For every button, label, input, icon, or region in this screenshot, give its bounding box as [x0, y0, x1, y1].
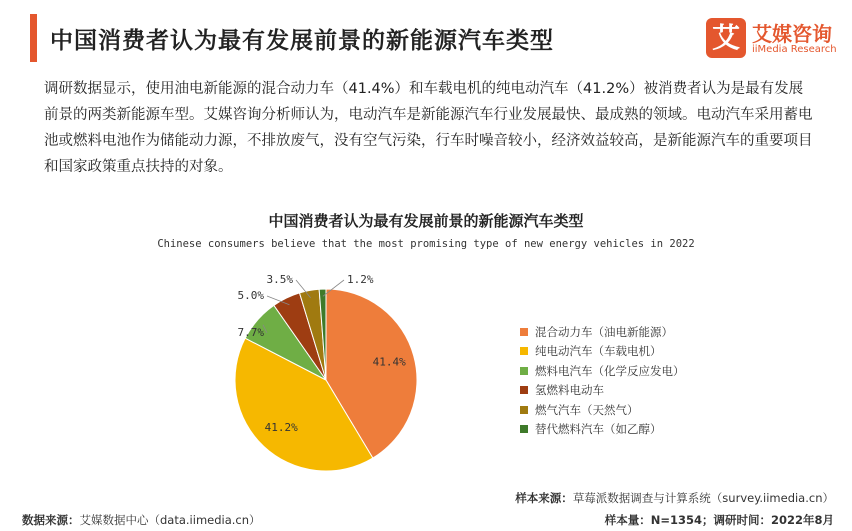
sample-source-label: 样本来源：	[515, 491, 573, 505]
legend-item	[520, 420, 685, 440]
pie-data-label: 3.5%	[266, 273, 293, 286]
intro-paragraph: 调研数据显示，使用油电新能源的混合动力车（41.4%）和车载电机的纯电动汽车（41.2%）被消费者认为是最有发展前景的两类新能源车型。艾媒咨询分析师认为，电动汽车是新能源汽车行业发展最快、最成熟的领域。电动汽车采用蓄电池或燃料电池作为储能动力源，不排放废气，没有空气污染，行车时噪音较小，经济效益较高，是新能源汽车的重要项目和国家政策重点扶持的对象。	[44, 81, 813, 175]
legend-label: 燃料电汽车（化学反应发电）	[535, 363, 685, 378]
data-source-label: 数据来源：	[22, 513, 80, 527]
chart-legend	[520, 322, 685, 439]
legend-item	[520, 342, 685, 362]
legend-item	[520, 361, 685, 381]
survey-time-value: 2022年8月	[770, 513, 834, 527]
pie-data-label: 1.2%	[347, 273, 374, 286]
pie-data-label: 7.7%	[237, 326, 264, 339]
legend-swatch	[520, 367, 528, 375]
data-source-value: 艾媒数据中心（data.iimedia.cn）	[79, 513, 261, 527]
sample-size-value: N=1354；	[650, 513, 714, 527]
legend-label: 替代燃料汽车（如乙醇）	[535, 422, 662, 437]
data-source	[22, 512, 261, 528]
legend-label: 纯电动汽车（车载电机）	[535, 344, 662, 359]
legend-item	[520, 400, 685, 420]
chart-subtitle: Chinese consumers believe that the most promising type of new energy vehicles in 2022	[157, 238, 695, 250]
legend-label: 燃气汽车（天然气）	[535, 402, 639, 417]
legend-label: 混合动力车（油电新能源）	[535, 324, 673, 339]
page-title: 中国消费者认为最有发展前景的新能源汽车类型	[50, 28, 554, 54]
pie-data-label: 41.4%	[372, 355, 406, 369]
logo-name: 艾媒咨询	[752, 22, 832, 46]
legend-swatch	[520, 425, 528, 433]
legend-swatch	[520, 386, 528, 394]
legend-swatch	[520, 406, 528, 414]
legend-item	[520, 322, 685, 342]
sample-source-value: 草莓派数据调查与计算系统（survey.iimedia.cn）	[572, 491, 834, 505]
sample-size-label: 样本量：	[604, 513, 651, 527]
logo-name-en: iiMedia Research	[752, 44, 837, 55]
legend-item	[520, 381, 685, 401]
survey-time-label: 调研时间：	[713, 513, 771, 527]
pie-data-label: 5.0%	[237, 289, 264, 302]
legend-swatch	[520, 347, 528, 355]
logo-icon: 艾	[706, 18, 746, 58]
chart-title: 中国消费者认为最有发展前景的新能源汽车类型	[268, 212, 584, 230]
sample-info	[605, 512, 834, 528]
legend-swatch	[520, 328, 528, 336]
pie-data-label: 41.2%	[264, 420, 298, 434]
legend-label: 氢燃料电动车	[535, 383, 604, 398]
sample-source	[515, 490, 834, 506]
